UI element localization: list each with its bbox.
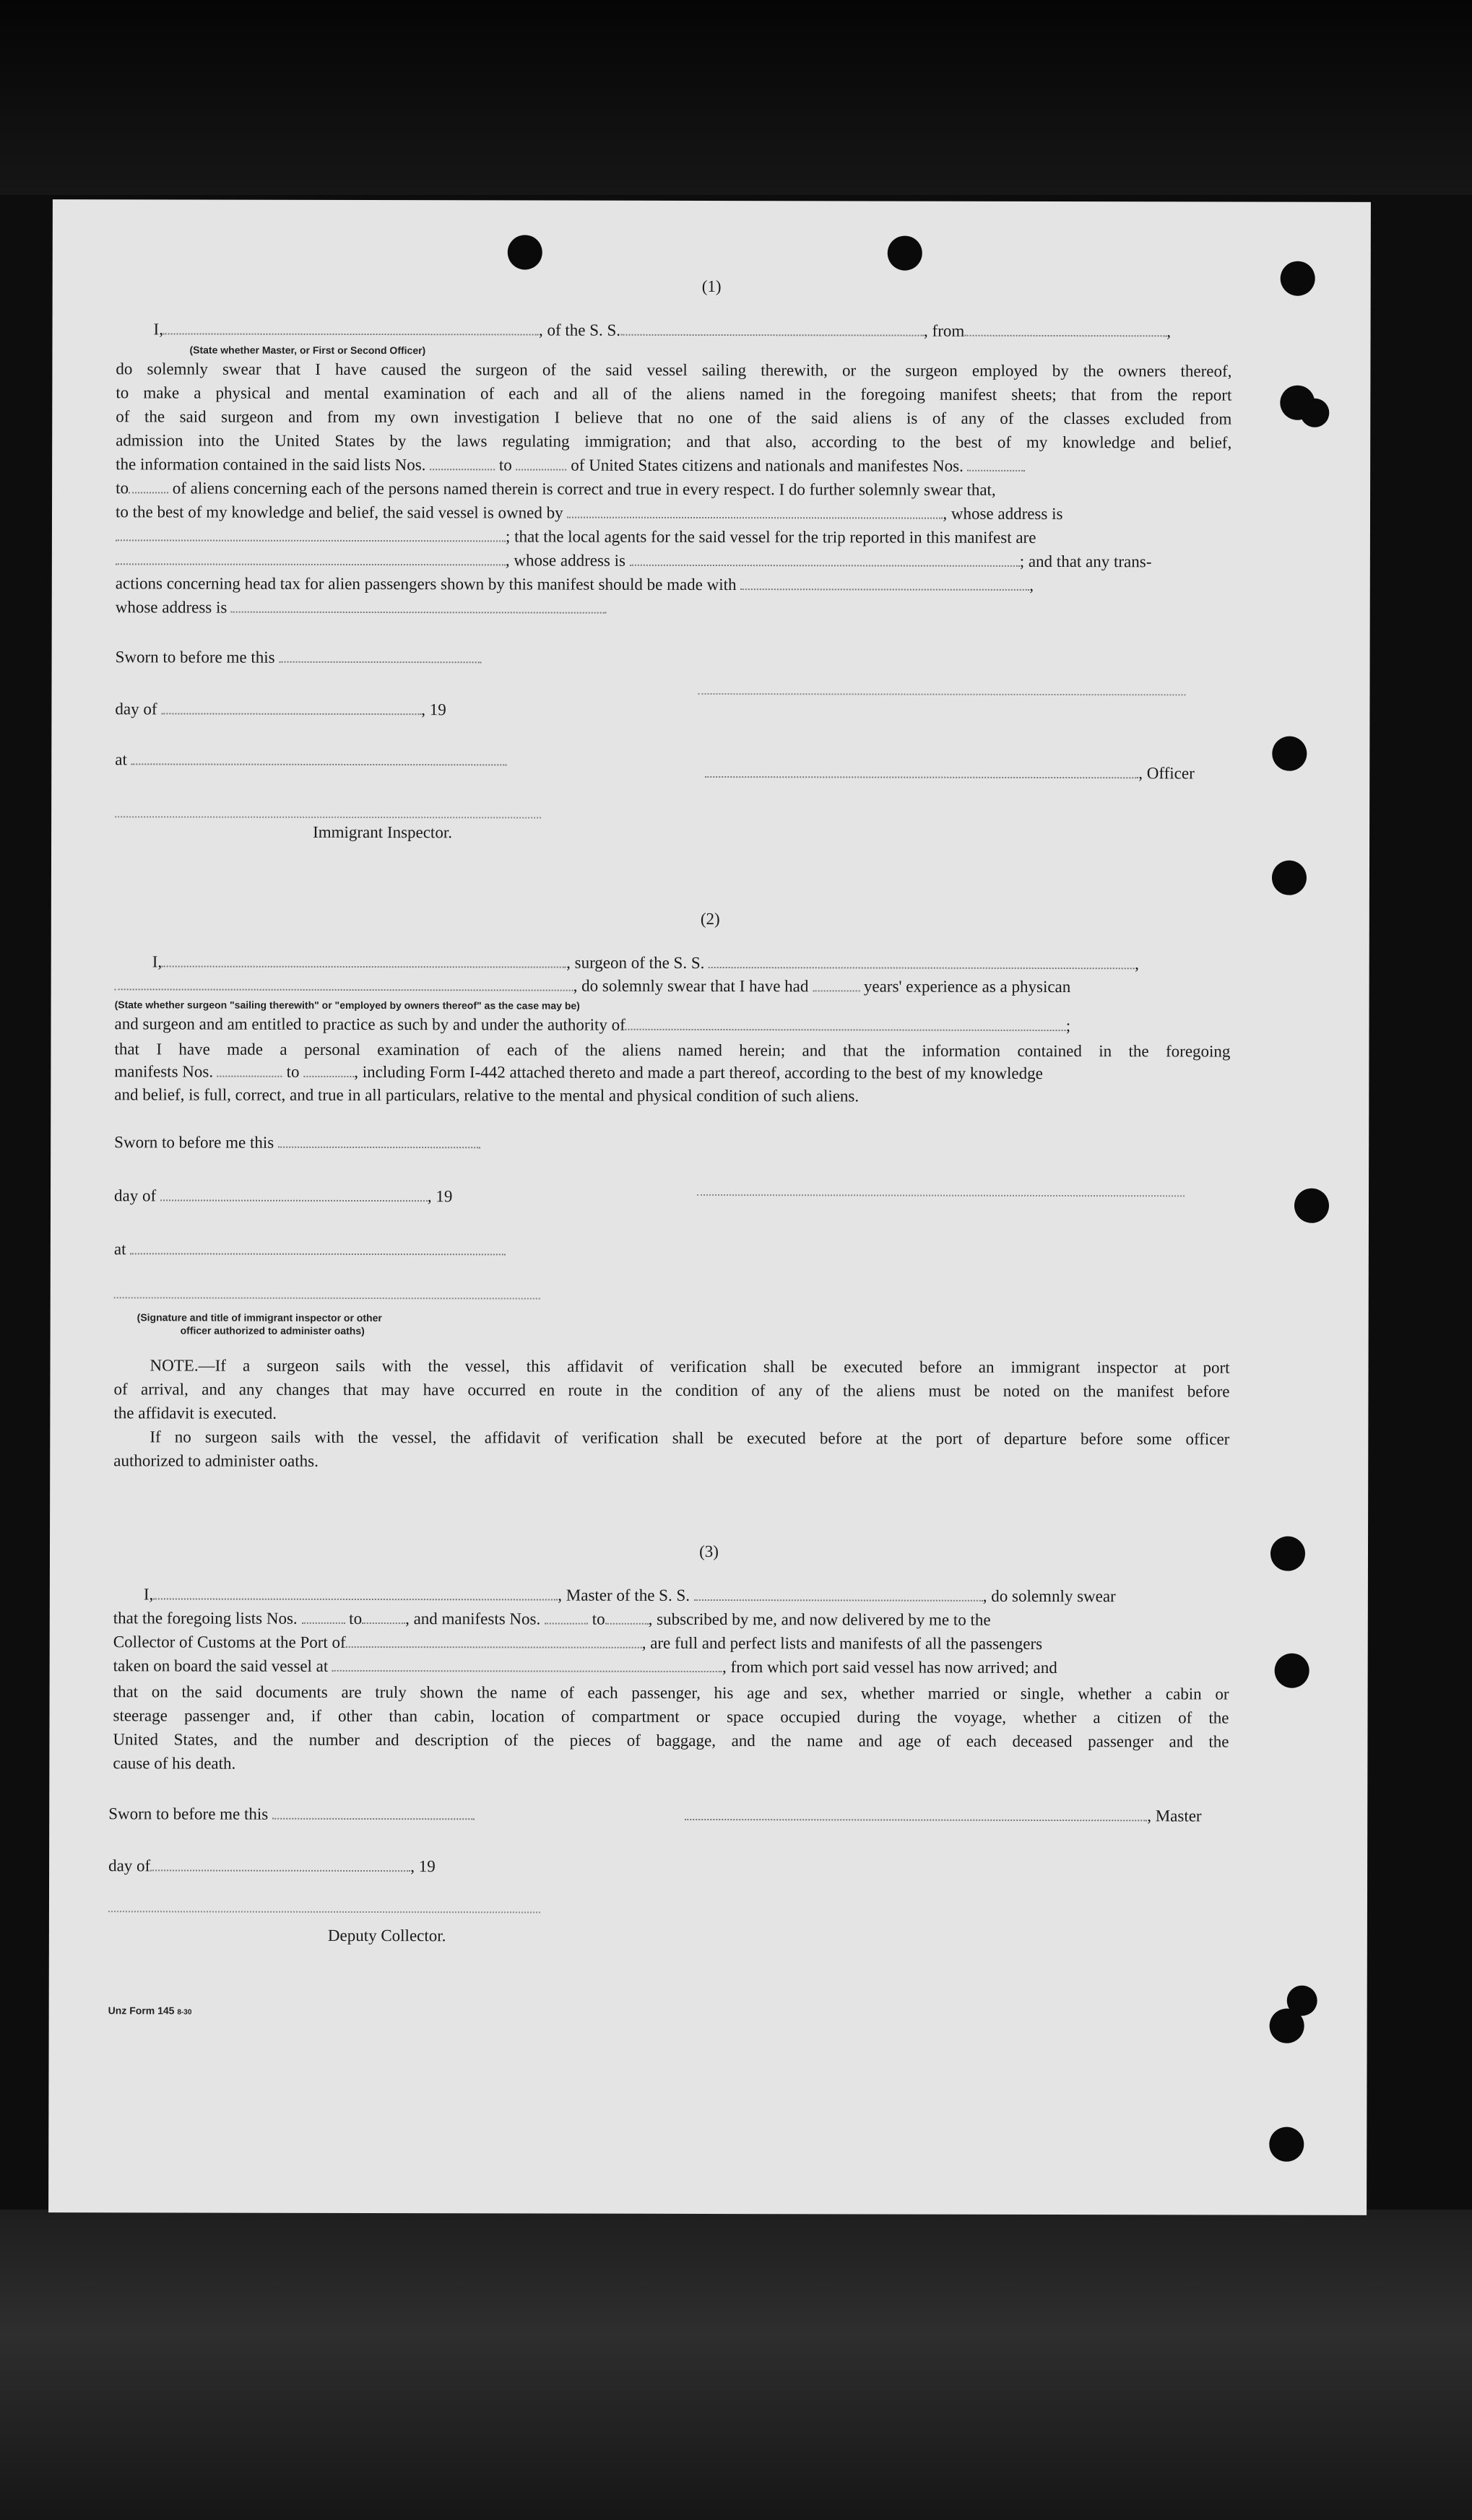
text: Sworn to before me this <box>114 1133 274 1152</box>
note-line: of arrival, and any changes that may have occurred en route in the condition of any of the aliens must be noted on the manifest before <box>113 1380 1230 1401</box>
surgeon-signature-line[interactable] <box>697 1193 1185 1196</box>
text: years' experience as a physican <box>863 977 1071 996</box>
text: , do solemnly swear that I have had <box>573 976 809 996</box>
master-list-to-field[interactable] <box>362 1609 405 1624</box>
agents-address-line <box>116 547 1231 573</box>
text: ; and that any trans- <box>1019 552 1152 571</box>
day-of-2 <box>114 1186 452 1207</box>
list-to-field[interactable] <box>516 456 567 470</box>
surgeon-line <box>152 952 1139 974</box>
text: day of <box>115 700 157 718</box>
text: of United States citizens and nationals and manifestes Nos. <box>571 456 964 475</box>
punch-hole <box>1300 399 1329 427</box>
text: actions concerning head tax for alien passengers shown by this manifest should be made with <box>115 574 737 594</box>
master-vessel-field[interactable] <box>694 1586 983 1602</box>
text: to <box>498 456 512 474</box>
lists-nos-line <box>116 452 1231 478</box>
text: , Master of the S. S. <box>558 1586 690 1604</box>
punch-hole <box>1270 2009 1304 2043</box>
note-line: the affidavit is executed. <box>113 1404 277 1422</box>
para-line: steerage passenger and, if other than cabin, location of compartment or space occupied during the voyage, whether a citizen of the <box>113 1706 1229 1727</box>
punch-hole <box>1294 1189 1329 1223</box>
para-line: cause of his death. <box>113 1754 236 1773</box>
text: of aliens concerning each of the persons named therein is correct and true in every respect. I do further solemnly swear that, <box>172 479 996 499</box>
text: I, <box>143 1585 154 1604</box>
text: I, <box>153 320 163 339</box>
manifest-affidavit-page <box>48 199 1371 2215</box>
officer-name-field[interactable] <box>163 320 539 335</box>
officer-signature <box>705 762 1195 783</box>
head-tax-address-line <box>116 595 1231 621</box>
port-field[interactable] <box>346 1633 642 1648</box>
para-line: do solemnly swear that I have caused the surgeon of the said vessel sailing therewith, or the surgeon employed by the owners thereof, <box>116 360 1232 381</box>
aliens-line <box>116 476 1231 502</box>
master-day-of-field[interactable] <box>150 1856 410 1872</box>
scan-background-bottom <box>0 2210 1472 2520</box>
section-1-number: (1) <box>701 277 722 296</box>
surgeon-status-field[interactable] <box>115 976 573 991</box>
rank-note: (State whether Master, or First or Second Officer) <box>189 344 426 357</box>
text: , <box>1166 322 1172 341</box>
text: Collector of Customs at the Port of <box>113 1633 346 1651</box>
surgeon-manifest-from-field[interactable] <box>217 1063 282 1077</box>
text: and surgeon and am entitled to practice as such by and under the authority of <box>114 1014 625 1034</box>
master-signature-field[interactable] <box>685 1806 1147 1821</box>
surgeon-manifest-to-field[interactable] <box>303 1063 354 1077</box>
experience-line <box>115 975 1071 997</box>
taken-on-board-line <box>113 1656 1057 1678</box>
form-id <box>108 2000 192 2022</box>
text: , are full and perfect lists and manifests of all the passengers <box>641 1633 1043 1653</box>
text: , from <box>924 321 965 340</box>
section-1-master-line <box>154 319 1172 342</box>
surgeon-vessel-field[interactable] <box>709 954 1135 969</box>
text: day of <box>114 1186 157 1205</box>
text: Sworn to before me this <box>108 1804 269 1823</box>
at-field[interactable] <box>131 750 507 765</box>
officer-signature-line-1[interactable] <box>698 692 1185 695</box>
text: at <box>115 750 127 769</box>
agents-line <box>116 523 1231 549</box>
at-1 <box>115 750 506 770</box>
section-2-number: (2) <box>700 909 720 929</box>
text: , whose address is <box>505 551 625 570</box>
immigrant-inspector-label: Immigrant Inspector. <box>313 822 453 842</box>
belief-line: and belief, is full, correct, and true in all particulars, relative to the mental and physical condition of such aliens. <box>114 1085 860 1105</box>
inspector-signature-line[interactable] <box>115 814 541 818</box>
authority-line <box>115 1014 1071 1036</box>
note-line: If no surgeon sails with the vessel, the affidavit of verification shall be executed before at the port of departure before some officer <box>150 1428 1230 1448</box>
owner-line <box>116 500 1231 526</box>
head-tax-address-field[interactable] <box>231 599 607 614</box>
master-manifest-from-field[interactable] <box>545 1610 588 1625</box>
agents-address-field[interactable] <box>630 552 1020 567</box>
text: at <box>113 1240 126 1259</box>
form-date: 8-30 <box>177 2008 192 2017</box>
text: whose address is <box>115 598 228 617</box>
punch-hole <box>1272 861 1307 895</box>
at-2 <box>114 1239 506 1260</box>
section-3-body <box>113 1680 1229 1777</box>
officer-signature-field[interactable] <box>705 763 1138 778</box>
list-from-field[interactable] <box>430 456 495 470</box>
sig-note-2: officer authorized to administer oaths) <box>180 1324 365 1337</box>
text: , 19 <box>427 1187 453 1206</box>
sig-note-1: (Signature and title of immigrant inspector or other <box>137 1311 382 1324</box>
text: , <box>1029 575 1034 594</box>
surgeon-at-field[interactable] <box>130 1240 506 1255</box>
master-manifest-to-field[interactable] <box>605 1610 649 1625</box>
text: ; <box>1065 1017 1071 1035</box>
examination-line: that I have made a personal examination of each of the aliens named herein; and that the information contained in the foregoing <box>114 1040 1231 1061</box>
text: to <box>349 1609 363 1628</box>
surgeon-status-note: (State whether surgeon "sailing therewith" or "employed by owners thereof" as the case may be) <box>114 999 580 1012</box>
agents-field[interactable] <box>116 550 506 565</box>
text: the information contained in the said lists Nos. <box>116 455 426 474</box>
deputy-collector-label: Deputy Collector. <box>327 1926 446 1945</box>
section-3-number: (3) <box>699 1542 719 1561</box>
sworn-1 <box>116 647 482 668</box>
note-line: authorized to administer oaths. <box>113 1451 319 1470</box>
text: to <box>592 1609 605 1628</box>
punch-hole <box>888 236 922 271</box>
text: , 19 <box>421 700 446 719</box>
sworn-2-line <box>114 1132 480 1153</box>
lists-line-3 <box>113 1608 991 1630</box>
inspector-signature-line-2[interactable] <box>114 1295 540 1299</box>
text: , <box>1135 955 1139 973</box>
text: ; that the local agents for the said vessel for the trip reported in this manifest are <box>505 527 1036 547</box>
sworn-date-field[interactable] <box>279 648 481 664</box>
years-experience-field[interactable] <box>813 977 860 991</box>
departure-port-field[interactable] <box>964 322 1166 337</box>
master-line <box>144 1584 1116 1607</box>
text: , 19 <box>410 1857 436 1876</box>
text: , Master <box>1147 1807 1202 1825</box>
owner-address-field[interactable] <box>116 526 506 542</box>
text: Sworn to before me this <box>115 648 275 666</box>
para-line: to make a physical and mental examination of each and all of the aliens named in the foregoing manifest sheets; that from the report <box>116 383 1232 404</box>
text: to <box>286 1062 300 1081</box>
text: , including Form I-442 attached thereto and made a part thereof, according to the best of my knowledge <box>354 1062 1043 1082</box>
text: , Officer <box>1138 764 1195 783</box>
vessel-name-field[interactable] <box>620 321 924 336</box>
punch-hole <box>1269 2127 1304 2162</box>
day-of-1 <box>115 699 446 720</box>
text: day of <box>108 1856 151 1875</box>
text: , subscribed by me, and now delivered by me to the <box>648 1609 991 1629</box>
surgeon-name-field[interactable] <box>162 952 566 968</box>
text: manifests Nos. <box>114 1062 214 1081</box>
surgeon-day-of-field[interactable] <box>160 1186 428 1202</box>
deputy-signature-line[interactable] <box>108 1909 540 1913</box>
head-tax-party-field[interactable] <box>740 575 1029 591</box>
master-signature <box>685 1805 1201 1826</box>
text: , do solemnly swear <box>982 1586 1116 1606</box>
para-line: of the said surgeon and from my own investigation I believe that no one of the said aliens is of any of the classes excluded from <box>116 407 1232 428</box>
note-block <box>113 1353 1229 1474</box>
embarkation-port-field[interactable] <box>332 1657 722 1672</box>
day-of-field[interactable] <box>161 700 421 715</box>
text: , of the S. S. <box>538 321 621 339</box>
para-line: that on the said documents are truly shown the name of each passenger, his age and sex, whether married or single, whether a cabin or <box>113 1682 1229 1703</box>
manifest-from-field[interactable] <box>968 457 1026 472</box>
text: , surgeon of the S. S. <box>566 953 705 972</box>
surgeon-sworn-date-field[interactable] <box>278 1134 480 1149</box>
master-list-from-field[interactable] <box>301 1609 345 1624</box>
master-name-field[interactable] <box>153 1585 558 1600</box>
text: to the best of my knowledge and belief, the said vessel is owned by <box>115 503 563 522</box>
form-number: Unz Form 145 <box>108 2004 175 2017</box>
text: to <box>116 479 129 498</box>
section-1-body <box>116 357 1232 621</box>
owner-field[interactable] <box>567 504 943 519</box>
head-tax-line <box>116 571 1231 597</box>
scan-background-top <box>0 0 1472 195</box>
text: , whose address is <box>943 504 1063 523</box>
sworn-3 <box>108 1804 475 1825</box>
para-line: United States, and the number and description of the pieces of baggage, and the name and age of each deceased passenger and the <box>113 1730 1229 1751</box>
master-sworn-date-field[interactable] <box>272 1805 475 1820</box>
note-line: NOTE.—If a surgeon sails with the vessel, this affidavit of verification shall be executed before an immigrant inspector at port <box>150 1356 1230 1377</box>
text: , from which port said vessel has now arrived; and <box>722 1658 1057 1677</box>
punch-hole <box>508 235 542 269</box>
collector-line <box>113 1632 1042 1654</box>
text: taken on board the said vessel at <box>113 1656 329 1675</box>
text: I, <box>152 952 163 971</box>
text: , and manifests Nos. <box>405 1609 541 1628</box>
authority-field[interactable] <box>625 1016 1066 1031</box>
manifests-nos-line <box>114 1061 1042 1084</box>
day-of-3 <box>108 1856 436 1877</box>
para-line: admission into the United States by the laws regulating immigration; and that also, according to the best of my knowledge and belief, <box>116 431 1232 452</box>
punch-hole <box>1275 1654 1309 1688</box>
manifest-to-field[interactable] <box>129 479 168 493</box>
text: that the foregoing lists Nos. <box>113 1609 298 1628</box>
punch-hole <box>1272 737 1307 771</box>
